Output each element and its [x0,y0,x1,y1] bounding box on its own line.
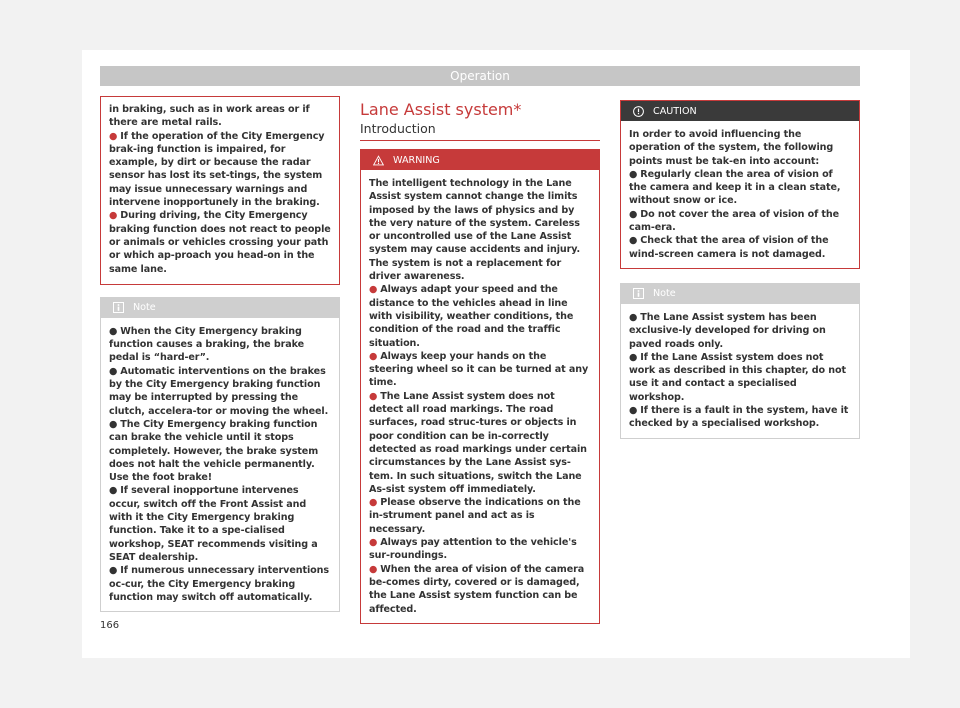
note-box [620,283,860,439]
bullet-icon: ● [109,485,118,497]
column-3 [620,100,860,439]
list-item: ● The Lane Assist system has been exclusive-ly developed for driving on paved roads only. [629,311,826,350]
warning-box [360,149,600,624]
bullet-icon: ● [629,235,638,247]
list-item: ● Check that the area of vision of the wind-screen camera is not damaged. [629,235,829,260]
bullet-icon: ● [369,497,378,509]
section-header: Operation [100,66,860,86]
caution-header [621,101,859,121]
note-label: Note [133,302,156,314]
warning-triangle-icon [373,155,384,166]
warning-continuation-box [100,96,340,285]
section-title: Lane Assist system* [360,100,522,119]
column-1 [100,96,340,612]
info-icon [113,302,124,313]
bullet-icon: ● [369,563,378,575]
bullet-icon: ● [369,537,378,549]
list-item: ● The Lane Assist system does not detect all road markings. The road surfaces, road struc-tures or objects in poor condition can be in-correctly detected as road markings under certain circumstances by the Lane Assist sys-tem. In such situations, switch the Lane As-sist system off immediately. [369,390,587,495]
bullet-icon: ● [109,418,118,430]
bullet-icon: ● [629,405,638,417]
caution-box [620,100,860,269]
section-subtitle: Introduction [360,121,600,141]
page-number: 166 [100,620,120,631]
warning-continuation-text: in braking, such as in work areas or if there are metal rails. [109,104,310,129]
list-item: ● If the operation of the City Emergency brak-ing function is impaired, for example, by dirt or because the radar sensor has lost its set-tings, the system may issue unnecessary warnings and intervene inopportunely in the braking. [109,130,325,209]
warning-intro: The intelligent technology in the Lane Assist system cannot change the limits imposed by the laws of physics and by the very nature of the system. Careless or uncontrolled use of the Lane Assist system may cause accidents and injury. The system is not a replacement for driver awareness. [369,178,581,283]
list-item: ● Please observe the indications on the in-strument panel and act as is necessary. [369,497,581,535]
bullet-icon: ● [109,325,118,337]
bullet-icon: ● [629,208,638,220]
list-item: ● During driving, the City Emergency braking function does not react to people or animals or vehicles crossing your path or which ap-proach you head-on in the same lane. [109,210,331,275]
list-item: ● Regularly clean the area of vision of the camera and keep it in a clean state, without snow or ice. [629,168,841,207]
note-box [100,297,340,612]
list-item: ● Do not cover the area of vision of the cam-era. [629,208,840,234]
list-item: ● The City Emergency braking function can brake the vehicle until it stops completely. However, the brake system does not halt the vehicle permanently. Use the foot brake! [109,418,319,484]
bullet-icon: ● [109,210,118,222]
caution-intro: In order to avoid influencing the operation of the system, the following points must be tak-en into account: [629,129,834,167]
column-2 [360,96,600,624]
list-item: ● If there is a fault in the system, have it checked by a specialised workshop. [629,405,849,430]
bullet-icon: ● [369,390,378,402]
bullet-icon: ● [369,284,378,296]
list-item: ● When the City Emergency braking function causes a braking, the brake pedal is “hard-er”. [109,325,305,364]
list-item: ● Automatic interventions on the brakes by the City Emergency braking function may be interrupted by pressing the clutch, accelera-tor or moving the wheel. [109,365,329,417]
bullet-icon: ● [629,168,638,180]
bullet-icon: ● [369,350,378,362]
list-item: ● If several inopportune intervenes occur, switch off the Front Assist and with it the City Emergency braking function. Take it to a spe-cialised workshop, SEAT recommends visiting a SEAT dealership. [109,485,318,563]
bullet-icon: ● [109,565,118,577]
bullet-icon: ● [109,130,118,142]
list-item: ● Always pay attention to the vehicle's sur-roundings. [369,537,577,562]
list-item: ● When the area of vision of the camera be-comes dirty, covered or is damaged, the Lane Assist system function can be affected. [369,563,585,615]
list-item: ● Always keep your hands on the steering wheel so it can be turned at any time. [369,350,589,389]
info-icon [633,288,644,299]
bullet-icon: ● [629,311,638,323]
list-item: ● Always adapt your speed and the distance to the vehicles ahead in line with visibility, weather conditions, the condition of the road and the traffic situation. [369,284,574,349]
list-item: ● If the Lane Assist system does not work as described in this chapter, do not use it and contact a specialised workshop. [629,351,846,403]
bullet-icon: ● [629,351,638,363]
note-label: Note [653,288,676,300]
bullet-icon: ● [109,365,118,377]
caution-circle-icon [633,106,644,117]
note-header [621,284,859,304]
caution-label: CAUTION [653,105,697,117]
warning-header [361,150,599,170]
list-item: ● If numerous unnecessary interventions oc-cur, the City Emergency braking function may switch off automatically. [109,565,329,603]
note-header [101,298,339,318]
warning-label: WARNING [393,154,440,166]
